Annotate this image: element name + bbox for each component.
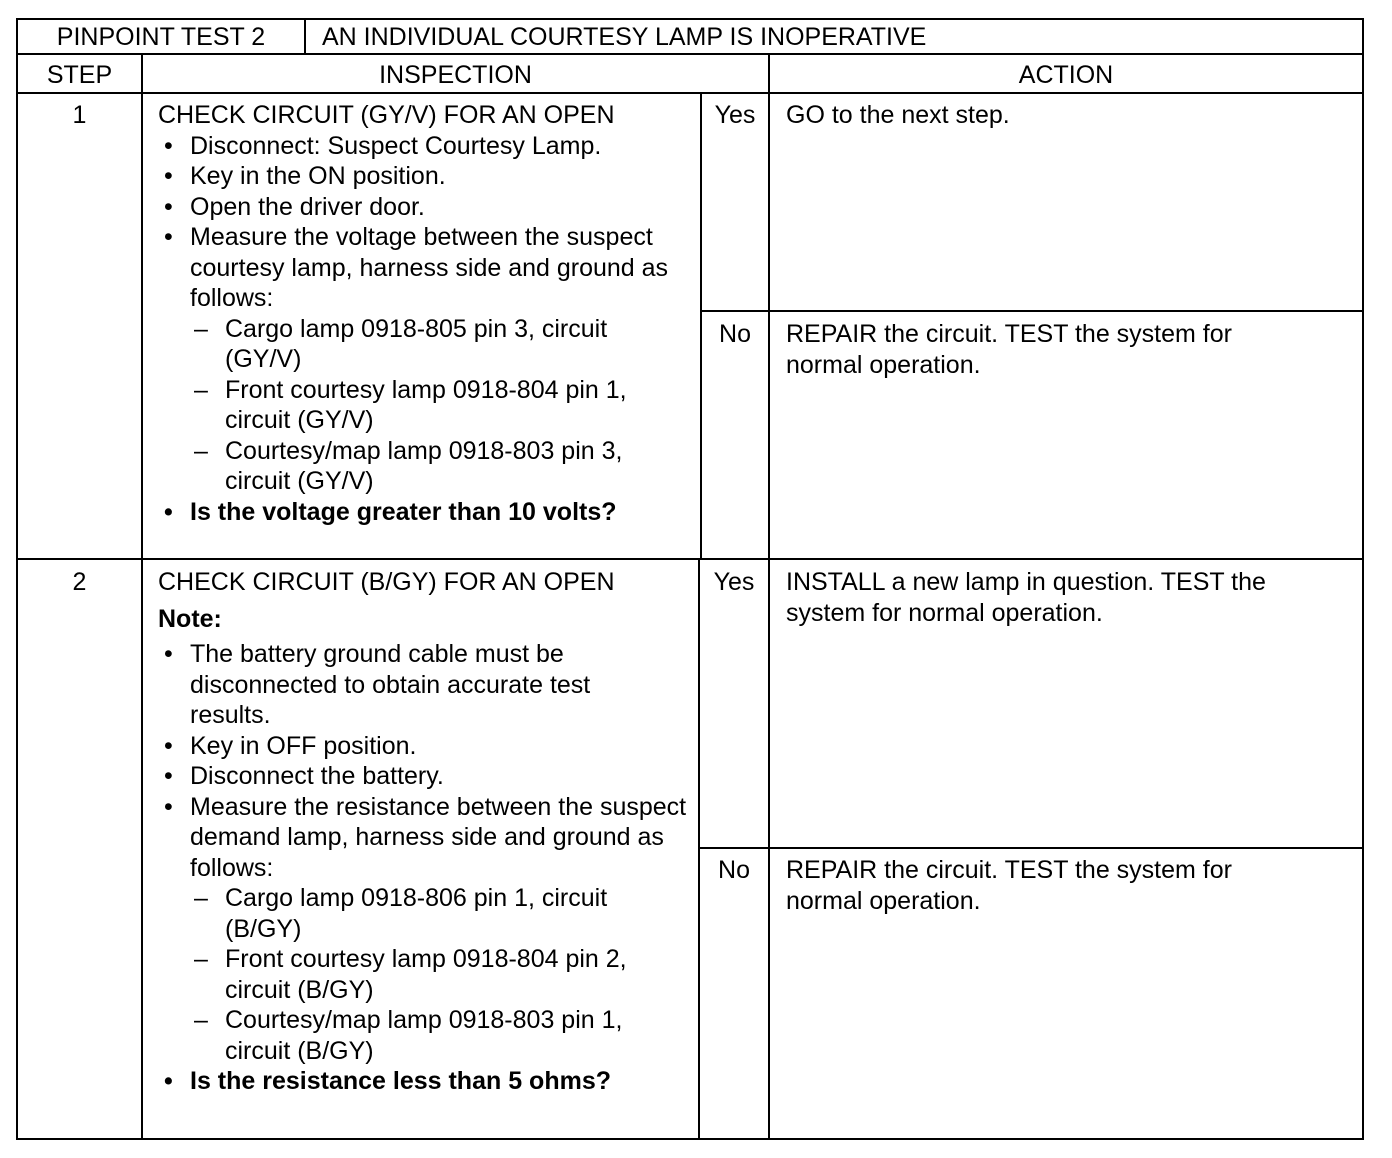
step2-heading: CHECK CIRCUIT (B/GY) FOR AN OPEN (158, 568, 615, 596)
test-title: AN INDIVIDUAL COURTESY LAMP IS INOPERATIVE (322, 23, 927, 51)
step2-bullet-list (158, 639, 700, 883)
step-divider (18, 558, 1362, 560)
step1-no-label: No (719, 320, 751, 348)
action-column-divider (768, 53, 770, 1138)
test-id: PINPOINT TEST 2 (56, 23, 266, 51)
header-divider (18, 53, 1362, 55)
list-item: – Courtesy/map lamp 0918-803 pin 3, circuit (GY/V) (190, 436, 685, 497)
step2-no-label: No (718, 856, 750, 884)
list-item: – Courtesy/map lamp 0918-803 pin 1, circuit (B/GY) (190, 1005, 685, 1066)
column-header-divider (18, 92, 1362, 94)
list-item: • Key in the ON position. (158, 161, 700, 192)
step1-number: 1 (72, 101, 87, 129)
list-item: • Disconnect the battery. (158, 761, 700, 792)
list-item: – Front courtesy lamp 0918-804 pin 2, circuit (B/GY) (190, 944, 685, 1005)
step2-question: • Is the resistance less than 5 ohms? (158, 1066, 700, 1097)
pinpoint-test-table (16, 18, 1364, 1140)
column-header-step: STEP (46, 61, 113, 89)
step1-heading: CHECK CIRCUIT (GY/V) FOR AN OPEN (158, 101, 615, 129)
list-item: – Cargo lamp 0918-806 pin 1, circuit (B/GY) (190, 883, 670, 944)
step1-question: • Is the voltage greater than 10 volts? (158, 497, 700, 528)
step2-question-list (158, 1066, 700, 1097)
step1-yes-label: Yes (714, 101, 756, 129)
step2-yes-label: Yes (713, 568, 755, 596)
step1-no-action: REPAIR the circuit. TEST the system for normal operation. (786, 320, 1232, 379)
step2-note-label: Note: (158, 604, 222, 633)
list-item: • Measure the voltage between the suspect courtesy lamp, harness side and ground as follows: (158, 222, 700, 314)
step2-no-action: REPAIR the circuit. TEST the system for normal operation. (786, 856, 1232, 915)
step1-inspection (158, 100, 700, 527)
list-item: • Key in OFF position. (158, 731, 700, 762)
step1-bullet-list (158, 131, 700, 314)
list-item: – Front courtesy lamp 0918-804 pin 1, circuit (GY/V) (190, 375, 685, 436)
step2-yes-action: INSTALL a new lamp in question. TEST the system for normal operation. (786, 568, 1266, 627)
step2-number: 2 (72, 568, 87, 596)
column-header-action: ACTION (1018, 61, 1114, 89)
list-item: • Measure the resistance between the suspect demand lamp, harness side and ground as follows: (158, 792, 700, 884)
step1-yes-no-divider (700, 310, 1362, 312)
step1-question-list (158, 497, 700, 528)
step1-yes-action: GO to the next step. (786, 101, 1010, 129)
step2-inspection (158, 567, 700, 1097)
column-header-inspection: INSPECTION (379, 61, 532, 89)
step1-sub-list (158, 314, 700, 497)
list-item: – Cargo lamp 0918-805 pin 3, circuit (GY/V) (190, 314, 670, 375)
title-divider (304, 20, 306, 53)
step-column-divider (141, 53, 143, 1138)
step2-sub-list (158, 883, 700, 1066)
list-item: • Disconnect: Suspect Courtesy Lamp. (158, 131, 700, 162)
list-item: • Open the driver door. (158, 192, 700, 223)
step2-yes-no-divider (698, 847, 1362, 849)
list-item: • The battery ground cable must be disconnected to obtain accurate test results. (158, 639, 640, 731)
